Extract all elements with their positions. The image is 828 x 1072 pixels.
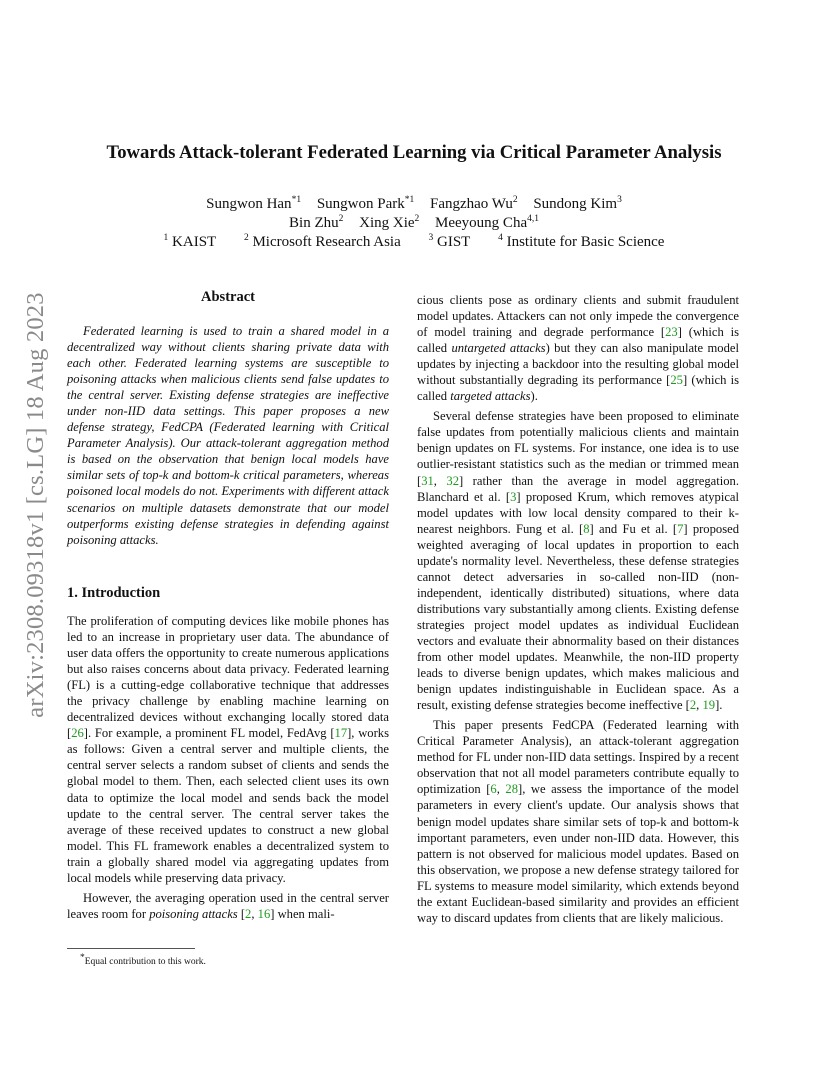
author: Xing Xie$^2$: [359, 214, 420, 231]
footnote: *Equal contribution to this work.: [80, 953, 206, 968]
introduction-column-right: [417, 292, 739, 926]
arxiv-id: arXiv:2308.09318v1 [cs.LG] 18 Aug 2023: [22, 292, 49, 718]
introduction-heading: 1. Introduction: [67, 585, 161, 601]
intro-paragraph-3: Several defense strategies have been proposed to eliminate false updates from potentially malicious clients and maintain benign updates on FL systems. For instance, one idea is to use outlier-resistant statistics such as the median or trimmed mean [31, 32] rather than the average in model aggregation. Blanchard et al. [3] proposed Krum, which removes atypical model updates with low local density compared to their k-nearest neighbors. Fung et al. [8] and Fu et al. [7] proposed weighted averaging of local updates in proportion to each update's normality level. Nevertheless, these defense strategies cannot detect adversaries in so-called non-IID (non-independent, identically distributed) situations, where data distributions vary substantially among clients. Existing defense strategies project model updates as individual Euclidean vectors and evaluate their abnormality based on their distances from other model updates. Meanwhile, the non-IID property leads to diverse benign updates, which makes malicious and benign updates indistinguishable in Euclidean space. As a result, existing defense strategies become ineffective [2, 19].: [417, 409, 740, 713]
author: Sungwon Han$^{*1}$: [206, 195, 302, 212]
abstract-body: [67, 323, 389, 548]
abstract-text: Federated learning is used to train a shared model in a decentralized way without clients sharing private data with each other. Federated learning systems are susceptible to poisoning attacks when malicious clients send false updates to the central server. Existing defense strategies are ineffective under non-IID data settings. This paper proposes a new defense strategy, FedCPA (Federated learning with Critical Parameter Analysis). Our attack-tolerant aggregation method is based on the observation that benign local models have similar sets of top-k and bottom-k critical parameters, whereas poisoned local models do not. Experiments with different attack scenarios on multiple datasets demonstrate that our model outperforms existing defense strategies in defending against poisoning attacks.: [67, 324, 389, 547]
affiliation: $^3$ GIST: [428, 233, 471, 250]
abstract-heading: Abstract: [201, 289, 255, 305]
intro-paragraph-2-end: cious clients pose as ordinary clients and submit fraudulent model updates. Attackers can not only impede the convergence of model training and degrade performance [23] (which is called untargeted attacks) but they can also manipulate model updates by injecting a backdoor into the resulting global model without substantially degrading its performance [25] (which is called targeted attacks).: [417, 293, 739, 404]
intro-paragraph-4: This paper presents FedCPA (Federated learning with Critical Parameter Analysis), an attack-tolerant aggregation method for FL under non-IID data settings. Inspired by a recent observation that not all model parameters contribute equally to optimization [6, 28], we assess the importance of the model parameters in every client's update. Our analysis shows that benign model updates share similar sets of top-k and bottom-k important parameters, even under non-IID data. However, this pattern is not observed for malicious model updates. Based on this observation, we propose a new defense strategy tailored for FL systems to measure model similarity, which extends beyond the extant Euclidean-based similarity and provides an efficient way to discard updates from clients that are likely malicious.: [417, 718, 740, 925]
arxiv-watermark: [20, 280, 52, 730]
intro-paragraph-2-start: However, the averaging operation used in the central server leaves room for poisoning attacks [2, 16] when mali-: [67, 890, 389, 921]
footnote-rule: [67, 948, 195, 949]
affiliations: [0, 233, 828, 251]
author-line-2: [0, 214, 828, 232]
affiliation: $^4$ Institute for Basic Science: [498, 233, 665, 250]
paper-title: Towards Attack-tolerant Federated Learning via Critical Parameter Analysis: [106, 142, 722, 163]
author-line-1: [0, 195, 828, 213]
author: Bin Zhu$^2$: [289, 214, 344, 231]
author: Meeyoung Cha$^{4,1}$: [435, 214, 539, 231]
author: Sundong Kim$^3$: [533, 195, 622, 212]
affiliation: $^2$ Microsoft Research Asia: [243, 233, 401, 250]
author: Fangzhao Wu$^2$: [429, 195, 518, 212]
affiliation: $^1$ KAIST: [163, 233, 217, 250]
introduction-column-left: [67, 613, 389, 922]
intro-paragraph-1: The proliferation of computing devices like mobile phones has led to an increase in proprietary user data. The abundance of user data offers the opportunity to create numerous applications but also raises concerns about data privacy. Federated learning (FL) is a cutting-edge collaborative technique that addresses the privacy challenge by enabling machine learning on decentralized devices without exchanging locally stored data [26]. For example, a prominent FL model, FedAvg [17], works as follows: Given a central server and multiple clients, the central server selects a random subset of clients and sends the global model to them. Then, each selected client uses its own data to optimize the local model and sends back the model update to the central server. The central server takes the average of these received updates to construct a new global model. This FL framework enables a decentralized system to train a globally shared model via aggregating updates from local models while preserving data privacy.: [67, 614, 389, 885]
author: Sungwon Park$^{*1}$: [316, 195, 415, 212]
